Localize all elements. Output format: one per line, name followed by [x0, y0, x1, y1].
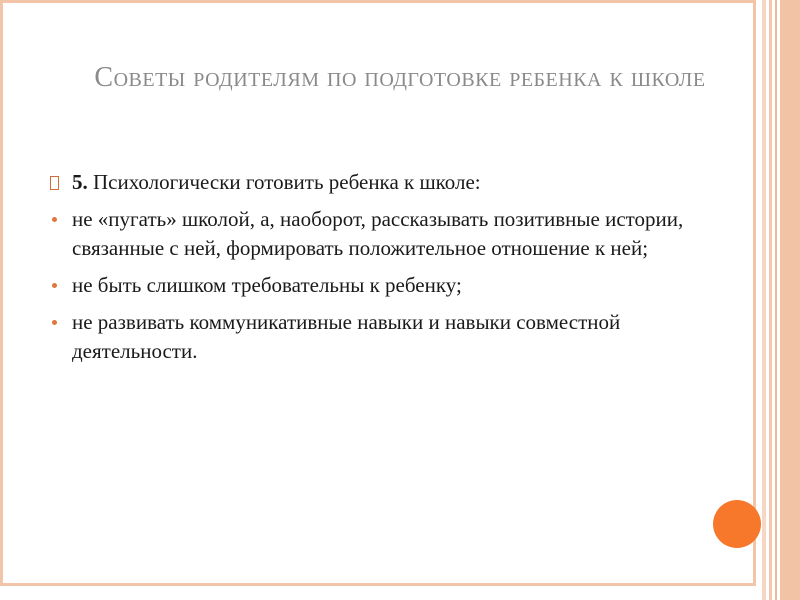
heading-number: 5.: [72, 170, 88, 194]
bullet-item: [42, 271, 722, 300]
heading-text: Психологически готовить ребенка к школе:: [87, 170, 481, 194]
dot-bullet-icon: [44, 271, 64, 300]
dot-bullet-icon: [44, 205, 64, 234]
bullet-item: [42, 205, 722, 263]
bullet-text: не развивать коммуникативные навыки и навыки совместной деятельности.: [72, 310, 621, 363]
bullet-text: не «пугать» школой, а, наоборот, рассказывать позитивные истории, связанные с ней, формировать положительное отношение к ней;: [72, 207, 684, 260]
heading-item: [42, 168, 722, 197]
bullet-item: [42, 308, 722, 366]
slide-content: [42, 168, 722, 374]
square-bullet-icon: [44, 168, 64, 197]
bullet-text: не быть слишком требовательны к ребенку;: [72, 273, 462, 297]
dot-bullet-icon: [44, 308, 64, 337]
orange-circle-decor: [713, 500, 761, 548]
slide-title: Советы родителям по подготовке ребенка к школе: [94, 62, 706, 93]
